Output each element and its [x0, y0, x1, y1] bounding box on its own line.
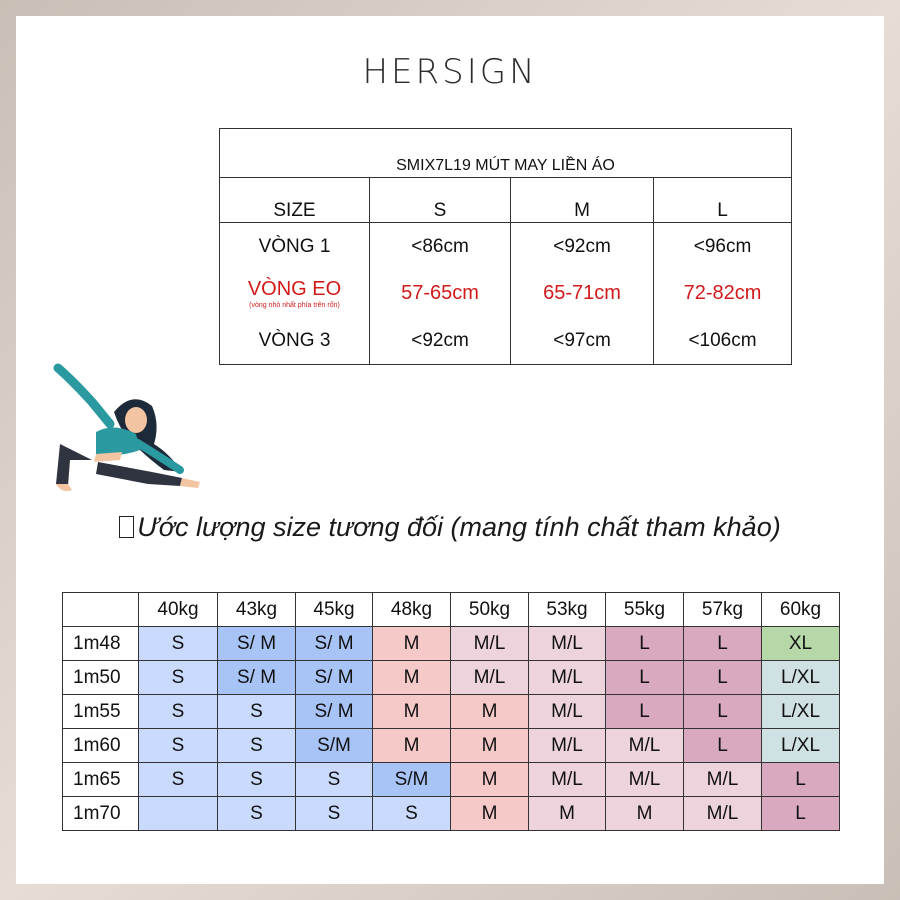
size-cell: L/XL	[762, 729, 840, 763]
size-cell: L/XL	[762, 695, 840, 729]
grid-row	[63, 627, 840, 661]
vong-1-s: <86cm	[370, 223, 511, 271]
estimate-title-text: Ước lượng size tương đối (mang tính chất tham khảo)	[137, 512, 781, 542]
vong-3-s: <92cm	[370, 317, 511, 365]
size-cell: S/M	[373, 763, 451, 797]
weight-header: 55kg	[606, 593, 684, 627]
row-vong-eo	[220, 270, 792, 317]
size-cell: L	[606, 661, 684, 695]
height-label: 1m65	[63, 763, 139, 797]
height-label: 1m70	[63, 797, 139, 831]
header-size: SIZE	[220, 178, 370, 223]
size-chart-table	[219, 128, 792, 365]
size-cell: M/L	[529, 763, 606, 797]
size-chart-header-row	[220, 178, 792, 223]
grid-row	[63, 661, 840, 695]
grid-corner	[63, 593, 139, 627]
grid-header-row	[63, 593, 840, 627]
size-cell: L	[606, 695, 684, 729]
size-cell: M	[373, 627, 451, 661]
size-cell: L	[762, 797, 840, 831]
size-cell: M/L	[529, 627, 606, 661]
size-cell: M	[451, 797, 529, 831]
size-cell: S/ M	[296, 627, 373, 661]
size-cell: M/L	[529, 695, 606, 729]
header-m: M	[511, 178, 654, 223]
size-cell: S	[139, 763, 218, 797]
size-cell: S	[296, 797, 373, 831]
size-cell: S	[218, 729, 296, 763]
vong-1-l: <96cm	[654, 223, 792, 271]
height-label: 1m60	[63, 729, 139, 763]
size-cell: S	[139, 729, 218, 763]
row-vong-3	[220, 317, 792, 365]
size-cell: S	[139, 627, 218, 661]
vong-1-m: <92cm	[511, 223, 654, 271]
size-cell: L	[684, 729, 762, 763]
size-cell	[139, 797, 218, 831]
size-cell: M/L	[606, 729, 684, 763]
height-label: 1m48	[63, 627, 139, 661]
weight-header: 45kg	[296, 593, 373, 627]
size-cell: M	[451, 763, 529, 797]
weight-header: 53kg	[529, 593, 606, 627]
product-title: SMIX7L19 MÚT MAY LIỀN ÁO	[220, 129, 792, 178]
size-cell: M/L	[606, 763, 684, 797]
size-cell: L	[684, 661, 762, 695]
weight-height-size-grid	[62, 592, 840, 831]
size-cell: S	[139, 695, 218, 729]
size-cell: S	[218, 763, 296, 797]
size-cell: L/XL	[762, 661, 840, 695]
size-cell: S/ M	[218, 661, 296, 695]
yoga-figure-illustration	[52, 362, 202, 494]
size-cell: S	[218, 797, 296, 831]
weight-header: 60kg	[762, 593, 840, 627]
label-vong-1: VÒNG 1	[220, 223, 370, 271]
size-cell: M/L	[451, 627, 529, 661]
size-cell: S	[139, 661, 218, 695]
header-l: L	[654, 178, 792, 223]
size-cell: L	[684, 627, 762, 661]
size-cell: M	[529, 797, 606, 831]
size-cell: M	[373, 729, 451, 763]
size-cell: M	[606, 797, 684, 831]
size-cell: M	[451, 695, 529, 729]
label-vong-eo-text: VÒNG EO	[247, 278, 342, 300]
size-cell: M/L	[529, 729, 606, 763]
vong-3-l: <106cm	[654, 317, 792, 365]
vong-3-m: <97cm	[511, 317, 654, 365]
size-cell: S	[296, 763, 373, 797]
weight-header: 57kg	[684, 593, 762, 627]
grid-row	[63, 797, 840, 831]
size-cell: L	[606, 627, 684, 661]
brand-logo: HERSIGN	[362, 52, 538, 92]
vong-eo-l: 72-82cm	[654, 270, 792, 317]
label-vong-eo	[220, 270, 370, 317]
size-cell: M/L	[684, 797, 762, 831]
size-cell: S/M	[296, 729, 373, 763]
grid-row	[63, 763, 840, 797]
size-chart-title-row	[220, 129, 792, 178]
height-label: 1m55	[63, 695, 139, 729]
size-cell: XL	[762, 627, 840, 661]
grid-row	[63, 729, 840, 763]
vong-eo-m: 65-71cm	[511, 270, 654, 317]
size-cell: M	[451, 729, 529, 763]
size-cell: S/ M	[218, 627, 296, 661]
size-cell: M	[373, 695, 451, 729]
size-cell: S	[373, 797, 451, 831]
grid-row	[63, 695, 840, 729]
size-cell: L	[762, 763, 840, 797]
vong-eo-s: 57-65cm	[370, 270, 511, 317]
row-vong-1	[220, 223, 792, 271]
size-cell: M	[373, 661, 451, 695]
size-cell: M/L	[451, 661, 529, 695]
size-cell: S/ M	[296, 695, 373, 729]
size-cell: L	[684, 695, 762, 729]
weight-header: 40kg	[139, 593, 218, 627]
label-vong-3: VÒNG 3	[220, 317, 370, 365]
label-vong-eo-note: (vòng nhỏ nhất phía trên rốn)	[249, 302, 340, 309]
size-cell: M/L	[529, 661, 606, 695]
size-cell: M/L	[684, 763, 762, 797]
weight-header: 43kg	[218, 593, 296, 627]
size-cell: S/ M	[296, 661, 373, 695]
size-cell: S	[218, 695, 296, 729]
estimate-title	[0, 512, 900, 543]
header-s: S	[370, 178, 511, 223]
weight-header: 48kg	[373, 593, 451, 627]
weight-header: 50kg	[451, 593, 529, 627]
checkbox-glyph-icon	[119, 516, 134, 538]
height-label: 1m50	[63, 661, 139, 695]
